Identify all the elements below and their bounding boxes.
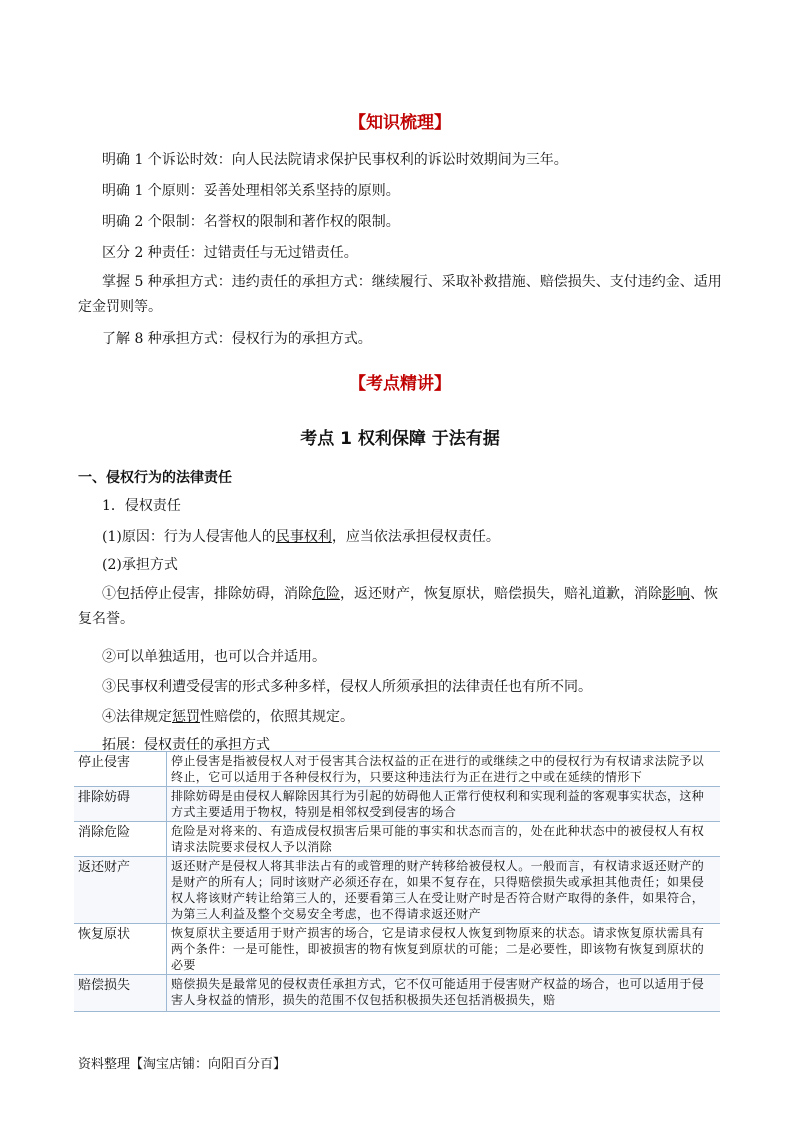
table-row <box>74 752 720 787</box>
body-paragraph: ③民事权利遭受侵害的形式多种多样，侵权人所须承担的法律责任也有所不同。 <box>102 679 592 695</box>
body-paragraph: 1．侵权责任 <box>102 498 181 514</box>
body-paragraph: ②可以单独适用，也可以合并适用。 <box>102 649 326 665</box>
method-desc-cell: 恢复原状主要适用于财产损害的场合，它是请求侵权人恢复到物原来的状态。请求恢复原状需具有两个条件：一是可能性，即被损害的物有恢复到原状的可能；二是必要性，即该物有恢复到原状的必要 <box>167 924 721 975</box>
method-name-cell: 赔偿损失 <box>74 975 167 1012</box>
method-name-cell: 停止侵害 <box>74 752 167 787</box>
sub-heading: 一、侵权行为的法律责任 <box>78 470 232 486</box>
text-run: (1)原因：行为人侵害他人的 <box>102 529 276 545</box>
method-name-cell: 恢复原状 <box>74 924 167 975</box>
body-paragraph <box>102 525 732 550</box>
underlined-term: 惩罚 <box>172 709 200 725</box>
method-desc-cell <box>167 975 721 1012</box>
knowledge-item: 掌握 5 种承担方式：违约责任的承担方式：继续履行、采取补救措施、赔偿损失、支付违约金、适用定金罚则等。 <box>78 274 722 315</box>
method-desc-cell: 排除妨碍是由侵权人解除因其行为引起的妨碍他人正常行使权利和实现利益的客观事实状态，这种方式主要适用于物权，特别是相邻权受到侵害的场合 <box>167 787 721 822</box>
method-desc-cell: 危险是对将来的、有造成侵权损害后果可能的事实和状态而言的，处在此种状态中的被侵权人有权请求法院要求侵权人予以消除 <box>167 822 721 857</box>
underlined-term: 危险 <box>312 586 340 602</box>
underlined-term: 民事权利 <box>275 529 332 545</box>
knowledge-item: 了解 8 种承担方式：侵权行为的承担方式。 <box>102 331 372 347</box>
text-run: 、恢复名誉。 <box>78 586 718 627</box>
knowledge-item: 区分 2 种责任：过错责任与无过错责任。 <box>102 245 358 261</box>
text-run: ，返还财产，恢复原状，赔偿损失，赔礼道歉，消除 <box>340 586 662 602</box>
table-caption: 拓展：侵权责任的承担方式 <box>102 737 270 753</box>
method-desc-cell: 返还财产是侵权人将其非法占有的或管理的财产转移给被侵权人。一般而言，有权请求返还财产的是财产的所有人；同时该财产必须还存在，如果不复存在，只得赔偿损失或承担其他责任；如果侵权人将该财产转让给第三人的，还要看第三人在受让财产时是否符合财产取得的条件，如果符合，为第三人利益及整个交易安全考虑，也不得请求返还财产 <box>167 857 721 924</box>
table-row <box>74 924 720 975</box>
knowledge-item: 明确 2 个限制：名誉权的限制和著作权的限制。 <box>102 214 400 230</box>
text-run: ①包括停止侵害，排除妨碍，消除 <box>102 586 312 602</box>
liability-methods-table <box>74 751 720 1012</box>
table-row <box>74 822 720 857</box>
table-row <box>74 857 720 924</box>
knowledge-section-heading: 【知识梳理】 <box>349 113 451 133</box>
table-row <box>74 787 720 822</box>
knowledge-item: 明确 1 个诉讼时效：向人民法院请求保护民事权利的诉讼时效期间为三年。 <box>102 152 568 168</box>
topic-title: 考点 1 权利保障 于法有据 <box>300 429 500 449</box>
body-paragraph <box>102 705 732 730</box>
underlined-term: 影响 <box>662 586 690 602</box>
body-paragraph <box>78 582 730 632</box>
knowledge-item: 明确 1 个原则：妥善处理相邻关系坚持的原则。 <box>102 183 400 199</box>
method-desc-cell: 停止侵害是指被侵权人对于侵害其合法权益的正在进行的或继续之中的侵权行为有权请求法院予以终止，它可以适用于各种侵权行为，只要这种违法行为正在进行之中或在延续的情形下 <box>167 752 721 787</box>
text-run: 性赔偿的，依照其规定。 <box>200 709 354 725</box>
truncated-desc: 赔偿损失是最常见的侵权责任承担方式，它不仅可能适用于侵害财产权益的场合，也可以适用于侵害人身权益的情形，损失的范围不仅包括积极损失还包括消极损失，赔 <box>171 977 705 1007</box>
text-run: ④法律规定 <box>102 709 172 725</box>
footer-credit: 资料整理【淘宝店铺：向阳百分百】 <box>78 1057 287 1072</box>
table-row <box>74 975 720 1012</box>
method-name-cell: 返还财产 <box>74 857 167 924</box>
exam-section-heading: 【考点精讲】 <box>349 374 451 394</box>
method-name-cell: 消除危险 <box>74 822 167 857</box>
body-paragraph: (2)承担方式 <box>102 557 178 573</box>
method-name-cell: 排除妨碍 <box>74 787 167 822</box>
text-run: ，应当依法承担侵权责任。 <box>331 529 500 545</box>
